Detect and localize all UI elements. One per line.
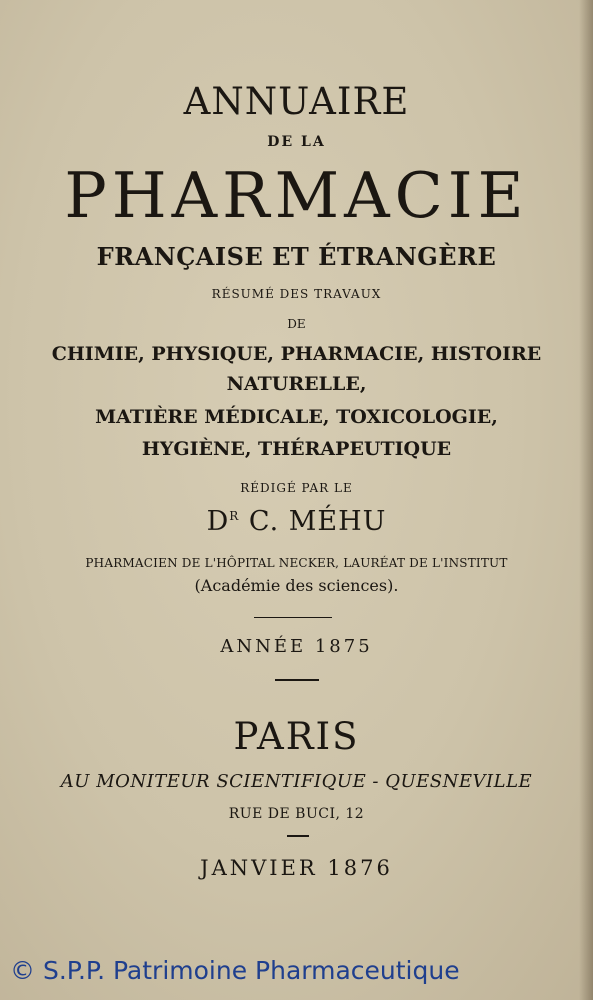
title-francaise-etrangere: FRANÇAISE ET ÉTRANGÈRE bbox=[96, 242, 497, 271]
subjects-line-4: HYGIÈNE, THÉRAPEUTIQUE bbox=[141, 438, 452, 460]
rule-1 bbox=[254, 617, 332, 618]
author-name: C. MÉHU bbox=[248, 506, 387, 537]
author-title: PHARMACIEN DE L'HÔPITAL NECKER, LAURÉAT DE L'INSTITUT bbox=[85, 556, 508, 570]
publisher: AU MONITEUR SCIENTIFIQUE - QUESNEVILLE bbox=[60, 771, 533, 792]
address: RUE DE BUCI, 12 bbox=[228, 806, 365, 822]
rule-2 bbox=[275, 679, 319, 681]
copyright-credit: © S.P.P. Patrimoine Pharmaceutique bbox=[10, 956, 460, 985]
resume-des-travaux: RÉSUMÉ DES TRAVAUX bbox=[211, 287, 382, 301]
title-de-la: DE LA bbox=[267, 134, 326, 150]
publication-date: JANVIER 1876 bbox=[200, 856, 393, 880]
subjects-line-1: CHIMIE, PHYSIQUE, PHARMACIE, HISTOIRE bbox=[51, 343, 542, 365]
author-academy: (Académie des sciences). bbox=[194, 576, 399, 595]
author-superscript: R bbox=[229, 509, 240, 523]
author-prefix: D bbox=[206, 506, 230, 537]
subjects-line-3: MATIÈRE MÉDICALE, TOXICOLOGIE, bbox=[95, 406, 498, 428]
edited-by: RÉDIGÉ PAR LE bbox=[240, 481, 353, 495]
author-name-line bbox=[0, 508, 593, 535]
year-label: ANNÉE 1875 bbox=[220, 636, 373, 657]
page-edge-shadow bbox=[579, 0, 593, 1000]
city: PARIS bbox=[233, 715, 360, 758]
de-line: DE bbox=[287, 317, 306, 331]
subjects-line-2: NATURELLE, bbox=[226, 373, 367, 395]
title-pharmacie: PHARMACIE bbox=[64, 159, 529, 232]
title-annuaire: ANNUAIRE bbox=[183, 80, 410, 123]
rule-3 bbox=[287, 835, 309, 837]
